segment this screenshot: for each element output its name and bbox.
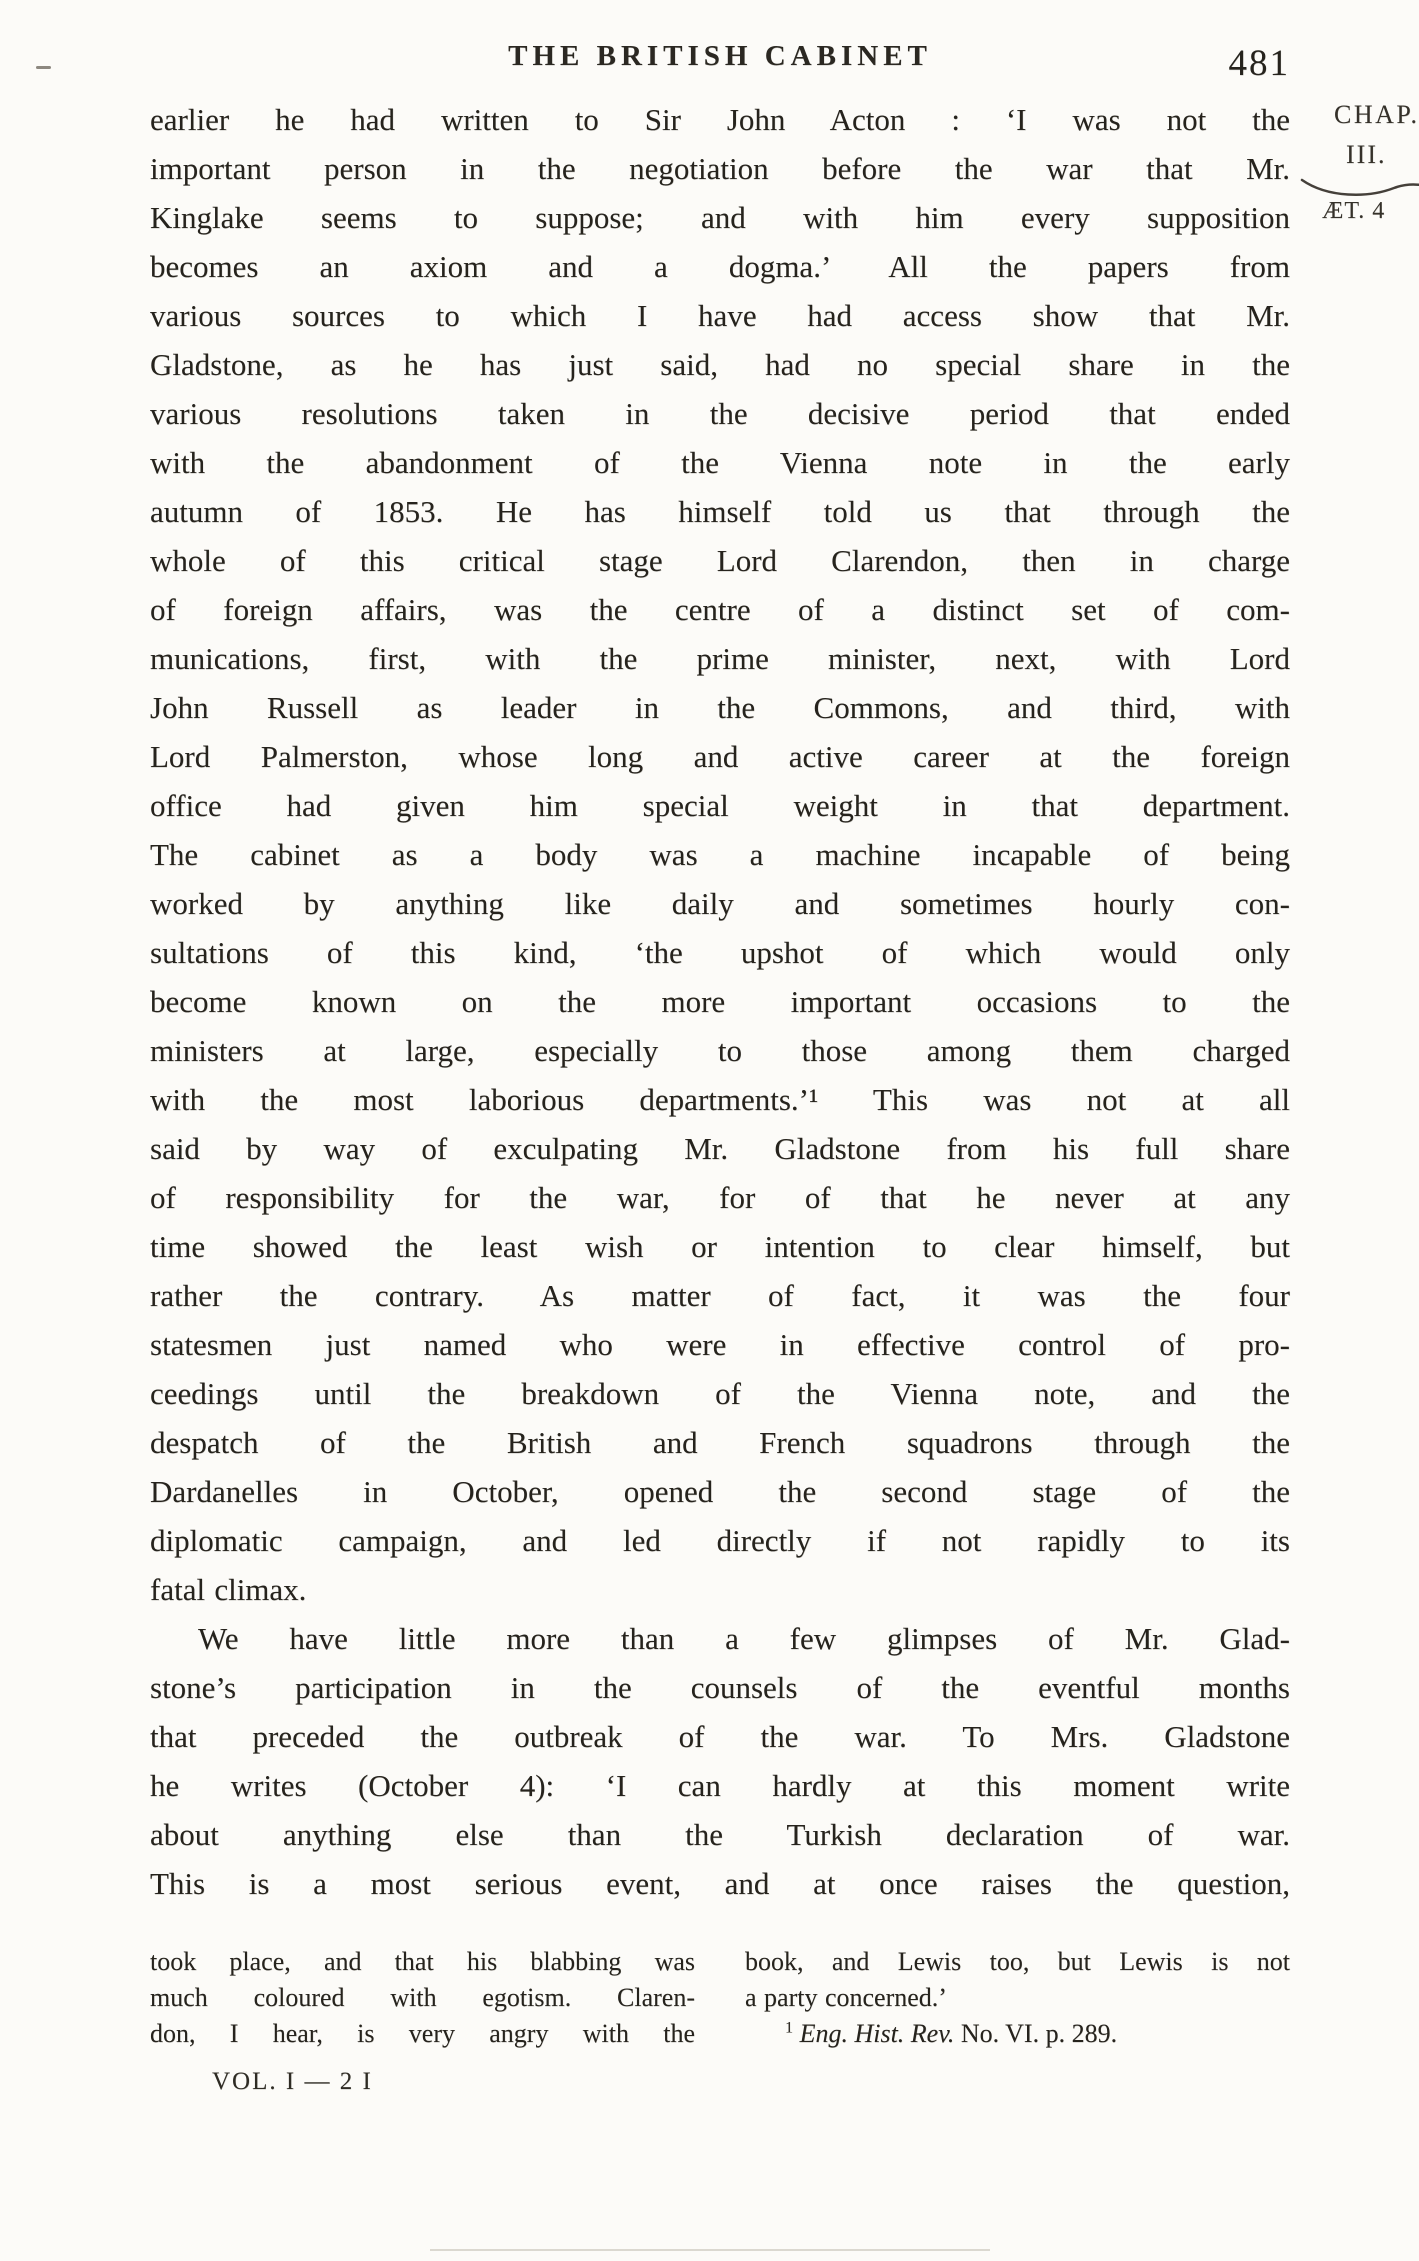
text-line: Dardanelles in October, opened the second stage of the [150, 1474, 1290, 1509]
text-line: important person in the negotiation before the war that Mr. [150, 151, 1290, 186]
text-line: We have little more than a few glimpses of Mr. Glad- [198, 1621, 1290, 1656]
text-line: sultations of this kind, ‘the upshot of which would only [150, 935, 1290, 970]
page-body [150, 95, 1290, 1908]
sidenote-brace-icon [1298, 174, 1419, 198]
sidenote-chapter-label: CHAP. [1334, 100, 1419, 129]
sidenote-aetat: ÆT. 4 [1322, 198, 1386, 224]
text-line: various resolutions taken in the decisive period that ended [150, 396, 1290, 431]
text-line: earlier he had written to Sir John Acton : ‘I was not the [150, 102, 1290, 137]
text-line: time showed the least wish or intention to clear himself, but [150, 1229, 1290, 1264]
running-header: THE BRITISH CABINET [508, 40, 932, 72]
text-line: autumn of 1853. He has himself told us that through the [150, 494, 1290, 529]
text-line: The cabinet as a body was a machine incapable of being [150, 837, 1290, 872]
text-line: rather the contrary. As matter of fact, it was the four [150, 1278, 1290, 1313]
text-line: become known on the more important occasions to the [150, 984, 1290, 1019]
text-line: This is a most serious event, and at once raises the question, [150, 1866, 1290, 1901]
text-line: Kinglake seems to suppose; and with him every supposition [150, 200, 1290, 235]
text-line: took place, and that his blabbing was [150, 1947, 695, 1976]
text-line: of responsibility for the war, for of that he never at any [150, 1180, 1290, 1215]
volume-signature: VOL. I — 2 I [212, 2068, 373, 2095]
text-line: fatal climax. [150, 1572, 307, 1607]
paragraph [150, 1614, 1290, 1908]
text-line: despatch of the British and French squadrons through the [150, 1425, 1290, 1460]
scan-artifact-dash [36, 66, 51, 69]
text-line: with the abandonment of the Vienna note in the early [150, 445, 1290, 480]
footnote-right-lines [745, 1944, 1290, 2016]
margin-sidenote [1322, 100, 1419, 225]
footnote-left-column [150, 1944, 695, 2100]
footnote-left-lines [150, 1944, 695, 2052]
text-line: ministers at large, especially to those among them charged [150, 1033, 1290, 1068]
text-line: office had given him special weight in that department. [150, 788, 1290, 823]
paragraph-continued [150, 95, 1290, 1614]
text-line: said by way of exculpating Mr. Gladstone from his full share [150, 1131, 1290, 1166]
sidenote-chapter-number: III. [1346, 140, 1387, 169]
text-line: a party concerned.’ [745, 1983, 947, 2012]
footnote-reference [745, 2016, 1290, 2052]
text-line: whole of this critical stage Lord Clarendon, then in charge [150, 543, 1290, 578]
text-line: various sources to which I have had access show that Mr. [150, 298, 1290, 333]
footnote-citation: No. VI. p. 289. [960, 2019, 1118, 2048]
text-line: he writes (October 4): ‘I can hardly at this moment write [150, 1768, 1290, 1803]
text-line: much coloured with egotism. Claren- [150, 1983, 695, 2012]
text-line: about anything else than the Turkish declaration of war. [150, 1817, 1290, 1852]
footnote-source-title: Eng. Hist. Rev. [799, 2019, 955, 2048]
text-line: of foreign affairs, was the centre of a distinct set of com- [150, 592, 1290, 627]
text-line: with the most laborious departments.’¹ This was not at all [150, 1082, 1290, 1117]
page-number: 481 [1228, 43, 1290, 84]
text-line: becomes an axiom and a dogma.’ All the papers from [150, 249, 1290, 284]
text-line: ceedings until the breakdown of the Vienna note, and the [150, 1376, 1290, 1411]
footnote-marker: 1 [785, 2019, 794, 2037]
text-line: worked by anything like daily and sometimes hourly con- [150, 886, 1290, 921]
text-line: Lord Palmerston, whose long and active career at the foreign [150, 739, 1290, 774]
footnote-right-column [745, 1944, 1290, 2052]
text-line: stone’s participation in the counsels of the eventful months [150, 1670, 1290, 1705]
text-line: that preceded the outbreak of the war. To Mrs. Gladstone [150, 1719, 1290, 1754]
text-line: munications, first, with the prime minister, next, with Lord [150, 641, 1290, 676]
text-line: statesmen just named who were in effective control of pro- [150, 1327, 1290, 1362]
text-line: don, I hear, is very angry with the [150, 2019, 695, 2048]
scan-artifact-line [430, 2249, 990, 2251]
text-line: Gladstone, as he has just said, had no special share in the [150, 347, 1290, 382]
text-line: diplomatic campaign, and led directly if not rapidly to its [150, 1523, 1290, 1558]
text-line: John Russell as leader in the Commons, and third, with [150, 690, 1290, 725]
text-line: book, and Lewis too, but Lewis is not [745, 1947, 1290, 1976]
